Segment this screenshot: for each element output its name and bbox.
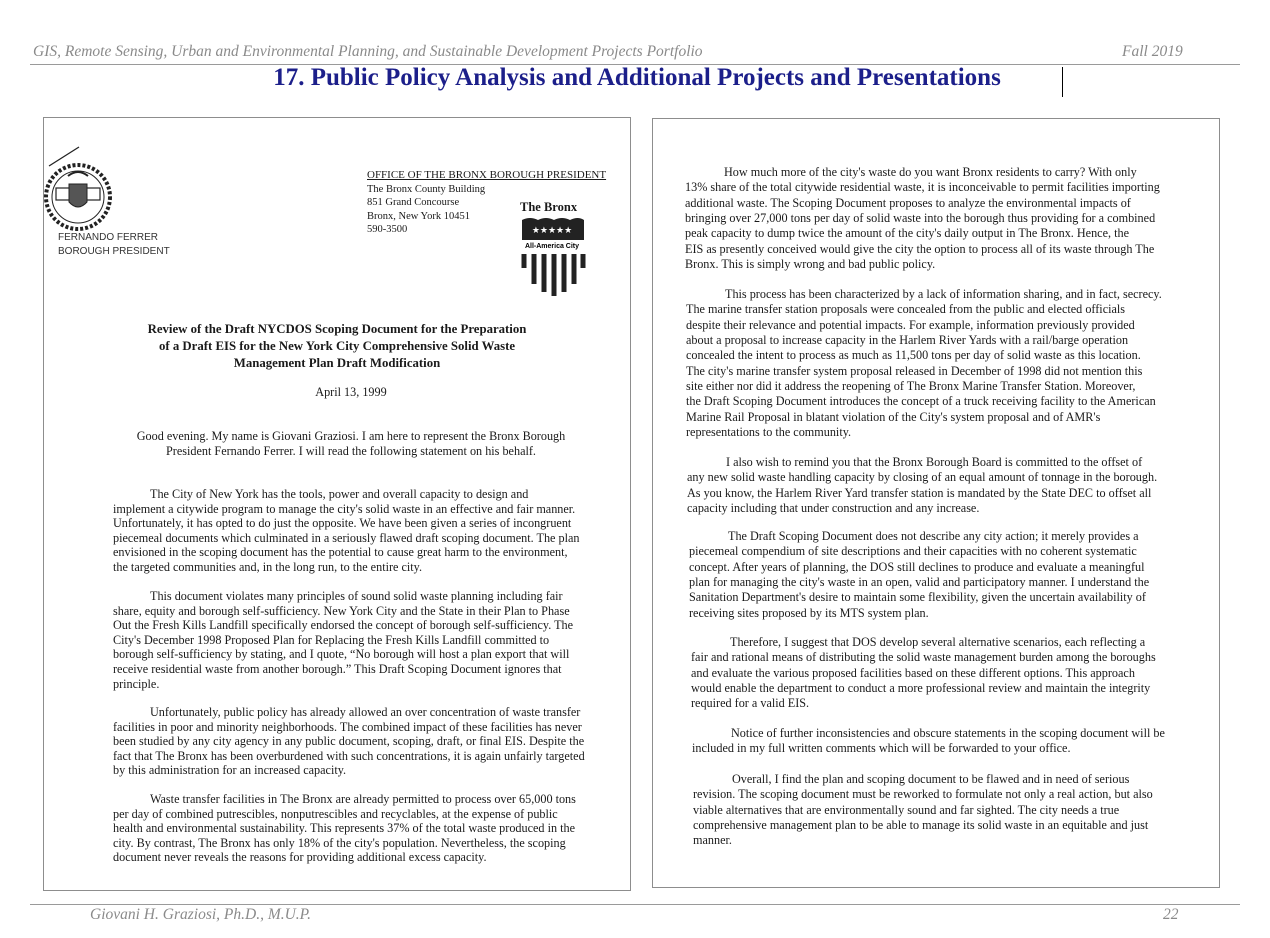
text-line: fair and rational means of distributing the solid waste management burden among the boroughs [691, 650, 1156, 665]
text-line: Waste transfer facilities in The Bronx are already permitted to process over 65,000 tons [150, 792, 576, 806]
text-line: manner. [693, 833, 732, 848]
text-line: per day of combined putrescibles, nonputrescibles and recyclables, at the expense of public [113, 806, 558, 821]
text-line: This process has been characterized by a lack of information sharing, and in fact, secrecy. [725, 287, 1162, 301]
text-line: share, equity and borough self-sufficiency. New York City and the State in their Plan to Phase [113, 603, 570, 618]
text-line: any new solid waste handling capacity by closing of an equal amount of tonnage in the borough. [687, 470, 1158, 485]
text-line: City's December 1998 Proposed Plan for Replacing the Fresh Kills Landfill committed to [113, 632, 550, 647]
text-line: Therefore, I suggest that DOS develop several alternative scenarios, each reflecting a [730, 635, 1146, 649]
text-line: receiving sites proposed by its MTS system plan. [689, 605, 929, 620]
footer-divider [30, 904, 1240, 905]
text-line: health and environmental sustainability. This represents 37% of the total waste produced in the [113, 821, 575, 836]
body-paragraph [113, 705, 585, 778]
page-number: 22 [1163, 906, 1179, 923]
president-title: BOROUGH PRESIDENT [58, 245, 170, 257]
text-line: This document violates many principles of sound solid waste planning including fair [150, 589, 563, 603]
portfolio-header: GIS, Remote Sensing, Urban and Environmental Planning, and Sustainable Development Projects Portfolio [33, 43, 703, 60]
address-line: 851 Grand Concourse [367, 197, 460, 208]
text-cursor [1062, 67, 1063, 97]
text-line: Out the Fresh Kills Landfill specifically endorsed the concept of borough self-sufficiency. The [113, 618, 574, 633]
svg-text:★★★★★: ★★★★★ [531, 226, 573, 236]
text-line: EIS as presently conceived would give the city the option to process all of its waste through The [685, 241, 1155, 256]
text-line: despite their relevance and potential impacts. For example, information previously provided [686, 317, 1135, 332]
body-paragraph [693, 772, 1153, 849]
bronx-logo-text: The Bronx [520, 200, 578, 214]
text-line: As you know, the Harlem River Yard transfer station is mandated by the State DEC to offset all [687, 485, 1152, 500]
body-paragraph [685, 165, 1160, 272]
text-line: receive residential waste from another borough.” This Draft Scoping Document ignores that [113, 661, 562, 676]
letter-page-1 [43, 117, 631, 891]
text-line: Marine Rail Proposal in blatant violation of the City's system proposal and of AMR's [686, 409, 1101, 424]
text-line: 13% share of the total citywide residential waste, it is inconceivable to permit facilities importing [685, 180, 1160, 195]
letter-date: April 13, 1999 [315, 385, 387, 399]
text-line: been studied by any city agency in any public document, scoping, draft, or final EIS. Despite the [113, 734, 585, 749]
text-line: about a proposal to increase capacity in the Harlem River Yards with a rail/barge operation [686, 333, 1129, 348]
text-line: implement a citywide program to manage the city's solid waste in an effective and fair manner. [113, 501, 576, 516]
body-paragraph [113, 792, 576, 865]
text-line: concept. After years of planning, the DOS still declines to produce and evaluate a meaningful [689, 559, 1145, 574]
intro-paragraph [44, 429, 658, 458]
document-title-line: Review of the Draft NYCDOS Scoping Document for the Preparation [147, 322, 527, 336]
text-line: The Draft Scoping Document does not describe any city action; it merely provides a [728, 529, 1139, 543]
text-line: would enable the department to conduct a more professional review and maintain the integrity [691, 681, 1151, 696]
text-line: comprehensive management plan to be able to manage its solid waste in an equitable and just [693, 818, 1149, 833]
body-paragraph [692, 726, 1165, 757]
borough-seal-icon [44, 118, 164, 238]
body-paragraph [113, 487, 579, 575]
text-line: fact that The Bronx has been overburdened with such concentrations, it is again unfairly targeted [113, 748, 585, 763]
text-line: Unfortunately, public policy has already allowed an over concentration of waste transfer [150, 705, 581, 719]
text-line: facilities in poor and minority neighborhoods. The combined impact of these facilities has never [113, 719, 582, 734]
body-paragraph [691, 635, 1156, 712]
text-line: document never reveals the reasons for providing additional excess capacity. [113, 850, 487, 865]
address-line: The Bronx County Building [367, 183, 486, 195]
text-line: revision. The scoping document must be reworked to formulate not only a real action, but also [693, 787, 1153, 802]
text-line: city. By contrast, The Bronx has only 18% of the city's population. Nevertheless, the scoping [113, 835, 566, 850]
phone-number: 590-3500 [367, 224, 408, 235]
president-name: FERNANDO FERRER [58, 232, 159, 243]
text-line: included in my full written comments which will be forwarded to your office. [692, 741, 1071, 756]
logo-banner: All-America City [524, 243, 580, 250]
text-line: President Fernando Ferrer. I will read the following statement on his behalf. [166, 443, 536, 458]
text-line: The City of New York has the tools, power and overall capacity to design and [150, 487, 529, 501]
text-line: Notice of further inconsistencies and obscure statements in the scoping document will be [731, 726, 1165, 740]
letter-page-2 [652, 118, 1220, 888]
text-line: by this administration for an increased capacity. [113, 763, 347, 778]
text-line: plan for managing the city's waste in an open, valid and participatory manner. I understand the [689, 575, 1150, 590]
text-line: capacity including that under construction and any increase. [687, 501, 980, 516]
text-line: Unfortunately, it has opted to do just the opposite. We have been given a series of incongruent [113, 516, 572, 531]
text-line: envisioned in the scoping document has the potential to cause great harm to the environment, [113, 545, 568, 560]
text-line: The city's marine transfer system proposal released in December of 1998 did not mention this [686, 363, 1143, 378]
text-line: and evaluate the various proposed facilities based on these different options. This approach [691, 665, 1135, 680]
text-line: borough self-sufficiency by stating, and I quote, “No borough will host a plan export that will [113, 647, 570, 662]
text-line: piecemeal compendium of site descriptions and their capacities with no coherent systematic [689, 544, 1137, 559]
term-label: Fall 2019 [1122, 43, 1183, 60]
text-line: the Draft Scoping Document introduces the concept of a truck receiving facility to the American [686, 394, 1156, 409]
text-line: additional waste. The Scoping Document proposes to analyze the environmental impacts of [685, 195, 1131, 210]
text-line: piecemeal documents which culminated in a seriously flawed draft scoping document. The plan [113, 530, 580, 545]
section-title: 17. Public Policy Analysis and Additional Projects and Presentations [273, 64, 1001, 91]
text-line: How much more of the city's waste do you want Bronx residents to carry? With only [724, 165, 1137, 179]
text-line: I also wish to remind you that the Bronx Borough Board is committed to the offset of [726, 455, 1143, 469]
text-line: the targeted communities and, in the long run, to the entire city. [113, 559, 423, 574]
office-heading: OFFICE OF THE BRONX BOROUGH PRESIDENT [367, 169, 607, 181]
address-line: Bronx, New York 10451 [367, 210, 470, 222]
text-line: peak capacity to dump twice the amount of the city's daily output in The Bronx. Hence, the [685, 226, 1129, 241]
body-paragraph [113, 589, 573, 691]
body-paragraph [689, 529, 1149, 621]
text-line: concealed the intent to process as much as 11,500 tons per day of solid waste as this location. [686, 348, 1141, 363]
document-title-line: of a Draft EIS for the New York City Comprehensive Solid Waste [158, 339, 516, 353]
text-line: required for a valid EIS. [691, 696, 810, 711]
all-america-city-shield-icon [520, 218, 586, 300]
text-line: bringing over 27,000 tons per day of solid waste into the borough thus providing for a combined [685, 211, 1156, 226]
text-line: Good evening. My name is Giovani Graziosi. I am here to represent the Bronx Borough [136, 429, 566, 443]
document-title-line: Management Plan Draft Modification [233, 356, 441, 370]
text-line: representations to the community. [686, 425, 852, 440]
text-line: Bronx. This is simply wrong and bad public policy. [685, 257, 936, 272]
text-line: The marine transfer station proposals were concealed from the public and elected officials [686, 302, 1126, 317]
text-line: Overall, I find the plan and scoping document to be flawed and in need of serious [732, 772, 1130, 786]
body-paragraph [687, 455, 1157, 516]
text-line: Sanitation Department's desire to maintain some flexibility, given the uncertain availability of [689, 590, 1146, 605]
text-line: site either nor did it address the reopening of The Bronx Marine Transfer Station. Moreover, [686, 379, 1136, 394]
footer-author: Giovani H. Graziosi, Ph.D., M.U.P. [90, 906, 312, 923]
text-line: viable alternatives that are environmentally sound and far sighted. The city needs a true [693, 802, 1120, 817]
text-line: principle. [113, 676, 160, 691]
body-paragraph [686, 287, 1162, 440]
